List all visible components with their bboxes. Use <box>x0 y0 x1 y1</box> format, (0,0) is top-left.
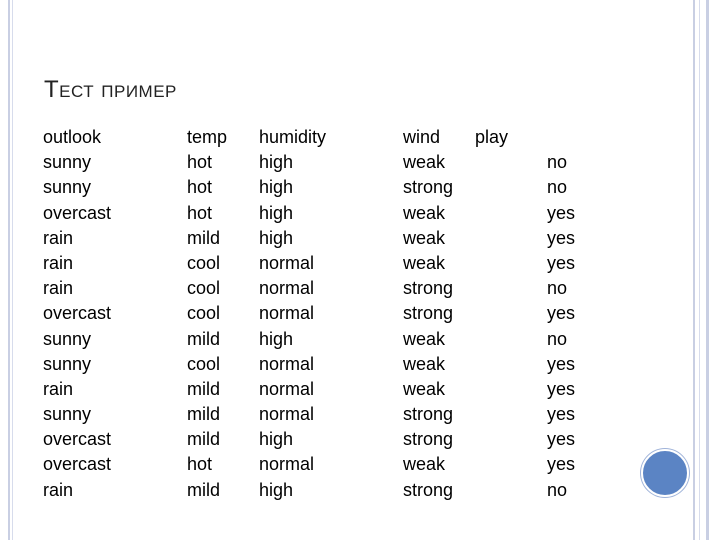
left-border-line <box>8 0 10 540</box>
header-humidity: humidity <box>259 127 327 147</box>
cell-humidity: normal <box>259 454 315 475</box>
header-outlook: outlook <box>43 127 102 147</box>
cell-temp: mild <box>187 479 221 500</box>
cell-play: no <box>547 328 568 349</box>
cell-humidity: normal <box>259 378 315 399</box>
cell-humidity: high <box>259 227 294 248</box>
cell-humidity: high <box>259 429 294 450</box>
cell-wind: weak <box>403 353 446 374</box>
cell-temp: cool <box>187 303 221 324</box>
cell-play: no <box>547 152 568 173</box>
cell-play: yes <box>547 353 576 374</box>
cell-temp: cool <box>187 252 221 273</box>
cell-humidity: normal <box>259 404 315 425</box>
cell-play: yes <box>547 227 576 248</box>
cell-wind: strong <box>403 177 454 198</box>
cell-humidity: normal <box>259 353 315 374</box>
cell-temp: mild <box>187 429 221 450</box>
cell-humidity: high <box>259 479 294 500</box>
wind-cells <box>403 150 453 503</box>
cell-play: yes <box>547 252 576 273</box>
cell-play: no <box>547 177 568 198</box>
column-outlook <box>43 125 111 503</box>
cell-temp: mild <box>187 328 221 349</box>
cell-outlook: sunny <box>43 404 92 425</box>
cell-wind: strong <box>403 479 454 500</box>
cell-outlook: sunny <box>43 152 92 173</box>
cell-temp: mild <box>187 404 221 425</box>
outlook-cells <box>43 150 111 503</box>
cell-temp: mild <box>187 378 221 399</box>
right-border-line <box>693 0 695 540</box>
left-border-line-inner <box>12 0 13 540</box>
temp-cells <box>187 150 227 503</box>
cell-outlook: sunny <box>43 353 92 374</box>
cell-humidity: high <box>259 202 294 223</box>
cell-wind: strong <box>403 429 454 450</box>
cell-outlook: overcast <box>43 454 112 475</box>
cell-play: no <box>547 278 568 299</box>
cell-wind: weak <box>403 454 446 475</box>
cell-outlook: rain <box>43 227 74 248</box>
cell-wind: weak <box>403 378 446 399</box>
right-border-line-inner <box>699 0 700 540</box>
cell-outlook: rain <box>43 479 74 500</box>
column-humidity <box>259 125 326 503</box>
slide-title <box>44 76 177 104</box>
header-wind: wind <box>403 127 441 147</box>
cell-play: yes <box>547 378 576 399</box>
cell-temp: hot <box>187 152 213 173</box>
cell-outlook: rain <box>43 252 74 273</box>
cell-humidity: high <box>259 177 294 198</box>
header-temp: temp <box>187 127 228 147</box>
cell-play: no <box>547 479 568 500</box>
cell-outlook: overcast <box>43 429 112 450</box>
cell-humidity: normal <box>259 252 315 273</box>
humidity-cells <box>259 150 326 503</box>
cell-humidity: high <box>259 328 294 349</box>
play-cells <box>547 150 575 503</box>
cell-humidity: normal <box>259 278 315 299</box>
cell-play: yes <box>547 454 576 475</box>
cell-wind: weak <box>403 227 446 248</box>
cell-outlook: sunny <box>43 177 92 198</box>
right-border-line-outer <box>706 0 709 540</box>
column-play <box>547 150 575 503</box>
cell-humidity: high <box>259 152 294 173</box>
cell-temp: cool <box>187 353 221 374</box>
slide-title-text: Тест пример <box>44 76 177 103</box>
cell-wind: weak <box>403 202 446 223</box>
cell-temp: hot <box>187 202 213 223</box>
cell-play: yes <box>547 303 576 324</box>
cell-wind: strong <box>403 278 454 299</box>
column-temp <box>187 125 227 503</box>
cell-play: yes <box>547 202 576 223</box>
column-wind <box>403 125 453 503</box>
cell-temp: cool <box>187 278 221 299</box>
cell-wind: strong <box>403 404 454 425</box>
cell-wind: weak <box>403 152 446 173</box>
cell-outlook: overcast <box>43 202 112 223</box>
cell-wind: weak <box>403 328 446 349</box>
cell-outlook: rain <box>43 378 74 399</box>
cell-outlook: overcast <box>43 303 112 324</box>
cell-wind: weak <box>403 252 446 273</box>
cell-outlook: sunny <box>43 328 92 349</box>
header-play: play <box>475 127 509 147</box>
cell-outlook: rain <box>43 278 74 299</box>
cell-play: yes <box>547 429 576 450</box>
cell-temp: hot <box>187 177 213 198</box>
cell-wind: strong <box>403 303 454 324</box>
cell-humidity: normal <box>259 303 315 324</box>
decorative-circle <box>641 449 689 497</box>
cell-play: yes <box>547 404 576 425</box>
cell-temp: mild <box>187 227 221 248</box>
cell-temp: hot <box>187 454 213 475</box>
